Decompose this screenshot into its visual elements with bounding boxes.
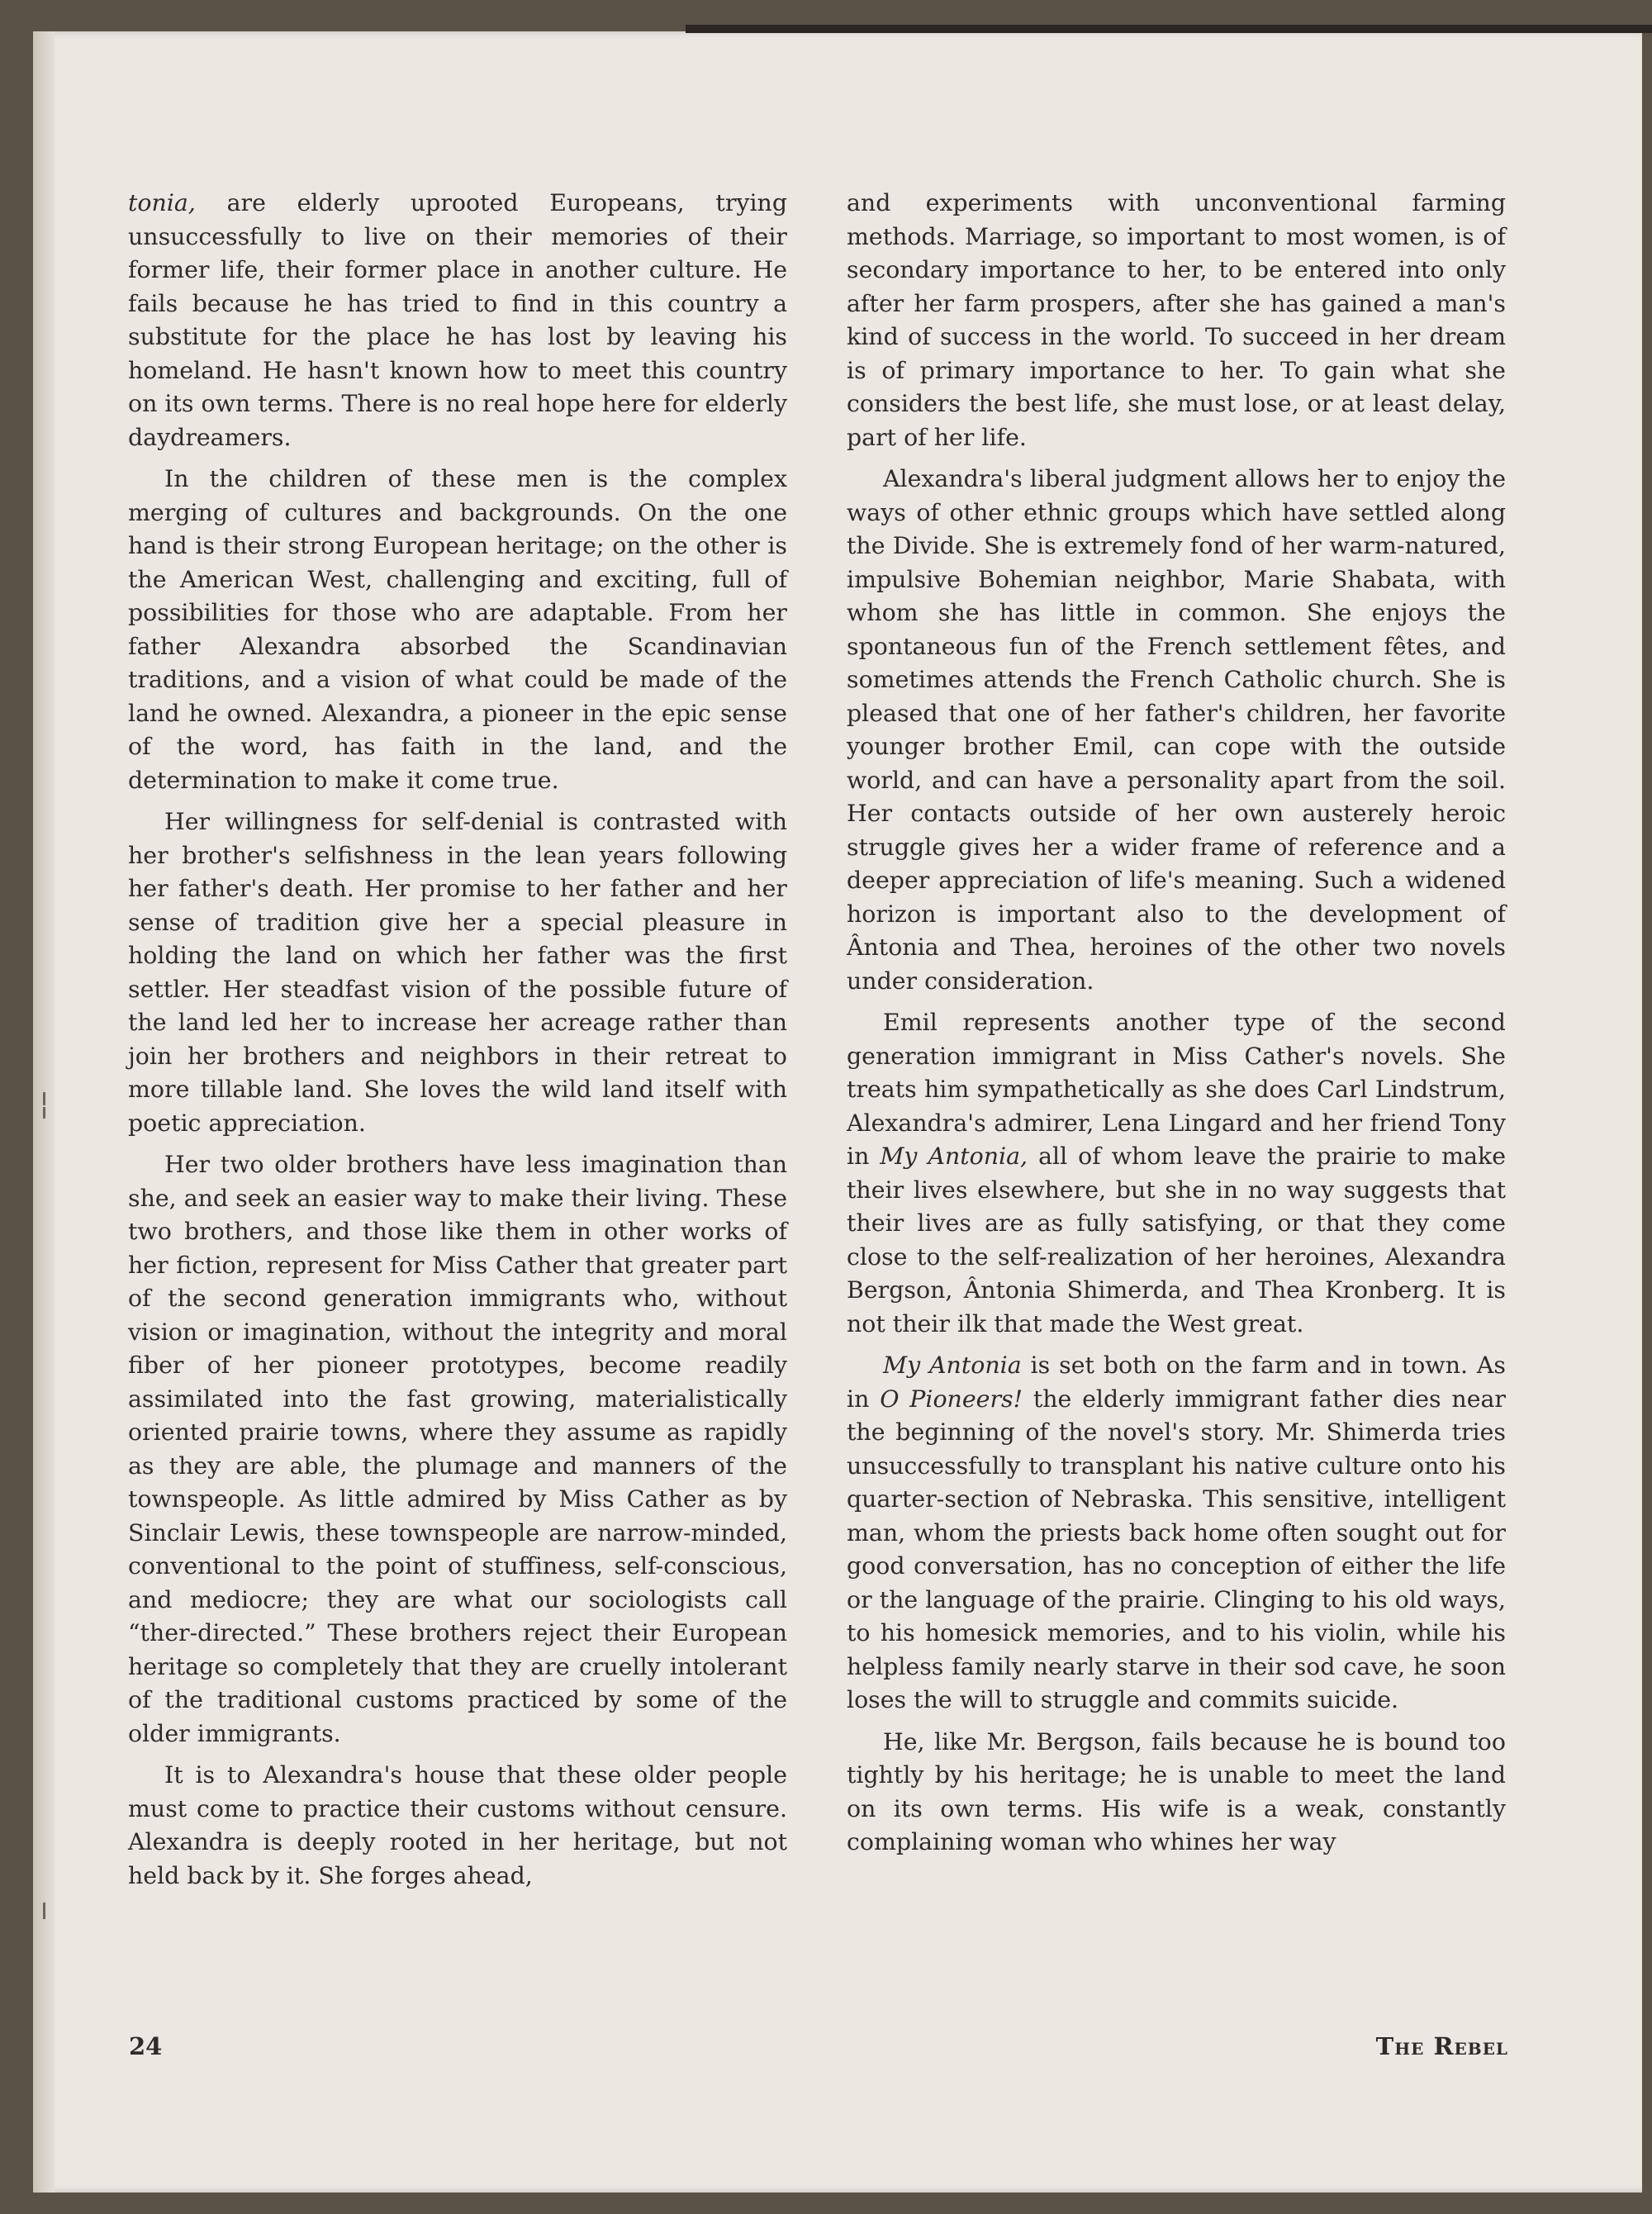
paragraph-text: is set both on the farm and in town. As in [847, 1352, 1506, 1413]
paragraph: Alexandra's liberal judgment allows her to enjoy the ways of other ethnic groups which have settled along the Divide. She is extremely fond of her warm-natured, impulsive Bohemian neighbor, Marie Shabata, with whom she has little in common. She enjoys the spontaneous fun of the French settlement fêtes, and sometimes attends the French Catholic church. She is pleased that one of her father's children, her favorite younger brother Emil, can cope with the outside world, and can have a personality apart from the soil. Her contacts outside of her own austerely heroic struggle gives her a wider frame of reference and a deeper appreciation of life's meaning. Such a widened horizon is important also to the development of Ântonia and Thea, heroines of the other two novels under consideration. [847, 465, 1506, 995]
paragraph-text: are elderly uprooted Europeans, trying unsuccessfully to live on their memories of their former life, their former place in another culture. He fails because he has tried to find in this country a substitute for the place he has lost by leaving his homeland. He hasn't known how to meet this country on its own terms. There is no real hope here for elderly daydreamers. [128, 189, 788, 451]
paragraph [128, 187, 787, 454]
book-title: My Antonia, [880, 1143, 1028, 1170]
paragraph: It is to Alexandra's house that these older people must come to practice their customs without censure. Alexandra is deeply rooted in her heritage, but not held back by it. She forges ahead, [128, 1761, 787, 1889]
italic-text: tonia, [128, 189, 196, 216]
paragraph: In the children of these men is the complex merging of cultures and backgrounds. On the one hand is their strong European heritage; on the other is the American West, challenging and exciting, full of possibilities for those who are adaptable. From her father Alexandra absorbed the Scandinavian traditions, and a vision of what could be made of the land he owned. Alexandra, a pioneer in the epic sense of the word, has faith in the land, and the determination to make it come true. [128, 465, 787, 794]
top-edge-shadow [686, 25, 1652, 33]
book-title: O Pioneers! [880, 1385, 1023, 1413]
paragraph: He, like Mr. Bergson, fails because he is bound too tightly by his heritage; he is unable to meet the land on its own terms. His wife is a weak, constantly complaining woman who whines her way [847, 1727, 1506, 1855]
paragraph: Her two older brothers have less imagination than she, and seek an easier way to make their living. These two brothers, and those like them in other works of her fiction, represent for Miss Cather that greater part of the second generation immigrants who, without vision or imagination, without the integrity and moral fiber of her pioneer prototypes, become readily assimilated into the fast growing, materialistically oriented prairie towns, where they assume as rapidly as they are able, the plumage and manners of the townspeople. As little admired by Miss Cather as by Sinclair Lewis, these townspeople are narrow-minded, conventional to the point of stuffiness, self-conscious, and mediocre; they are what our sociologists call “ther-directed.” These brothers reject their European heritage so completely that they are cruelly intolerant of the traditional customs practiced by some of the older immigrants. [128, 1151, 787, 1747]
paragraph: and experiments with unconventional farming methods. Marriage, so important to most women, is of secondary importance to her, to be entered into only after her farm prospers, after she has gained a man's kind of success in the world. To succeed in her dream is of primary importance to her. To gain what she considers the best life, she must lose, or at least delay, part of her life. [847, 189, 1506, 451]
paragraph-text: all of whom leave the prairie to make their lives elsewhere, but she in no way suggests that their lives are as fully satisfying, or that they come close to the self-realization of her heroines, Alexandra Bergson, Ântonia Shimerda, and Thea Kronberg. It is not their ilk that made the West great. [847, 1143, 1507, 1337]
right-column [847, 187, 1506, 1868]
page-number: 24 [129, 2032, 163, 2060]
paragraph-text: the elderly immigrant father dies near the beginning of the novel's story. Mr. Shimerda tries unsuccessfully to transplant his native culture onto his quarter-section of Nebraska. This sensitive, intelligent man, whom the priests back home often sought out for good conversation, has no conception of either the life or the language of the prairie. Clinging to his old ways, to his homesick memories, and to his violin, while his helpless family nearly starve in their sod cave, he soon loses the will to struggle and commits suicide. [847, 1385, 1507, 1713]
paragraph [847, 1006, 1506, 1341]
paragraph [847, 1349, 1506, 1718]
paragraph-text: Emil represents another type of the second generation immigrant in Miss Cather's novels. She treats him sympathetically as she does Carl Lindstrum, Alexandra's admirer, Lena Lingard and her friend Tony in [847, 1009, 1506, 1170]
paragraph: Her willingness for self-denial is contrasted with her brother's selfishness in the lean years following her father's death. Her promise to her father and her sense of tradition give her a special pleasure in holding the land on which her father was the first settler. Her steadfast vision of the possible future of the land led her to increase her acreage rather than join her brothers and neighbors in their retreat to more tillable land. She loves the wild land itself with poetic appreciation. [128, 808, 787, 1137]
running-title: The Rebel [1375, 2032, 1508, 2060]
book-title: My Antonia [883, 1352, 1022, 1379]
left-column [128, 187, 787, 1901]
